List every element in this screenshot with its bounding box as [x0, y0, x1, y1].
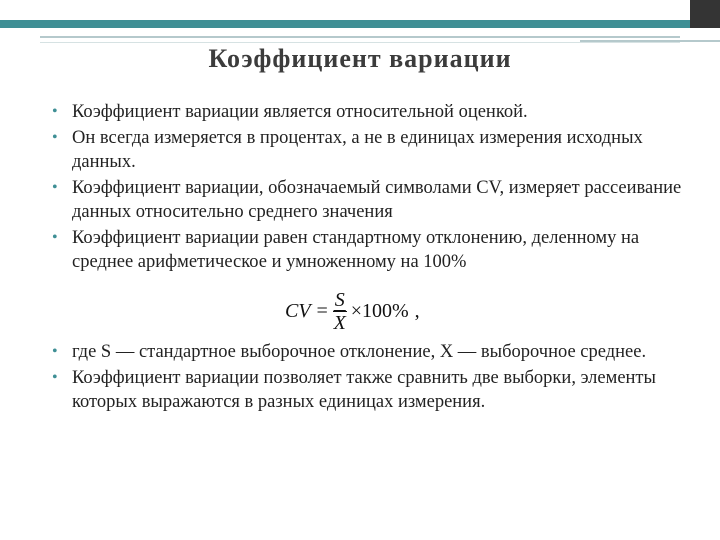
- bullet-item: [52, 340, 682, 364]
- bullet-item: [52, 100, 682, 124]
- slide-body-lower: [52, 340, 682, 416]
- bullet-icon: •: [52, 179, 58, 196]
- bullet-text: Коэффициент вариации является относительной оценкой.: [72, 102, 528, 122]
- bullet-item: [52, 226, 682, 274]
- formula-rhs: ×100%: [350, 299, 409, 322]
- formula-numerator: S: [334, 288, 345, 311]
- bullet-icon: •: [52, 369, 58, 386]
- bullet-text: где S — стандартное выборочное отклонение, X — выборочное среднее.: [72, 342, 647, 362]
- slide-body: [52, 100, 682, 276]
- bullet-text: Коэффициент вариации позволяет также сравнить две выборки, элементы которых выражаются в разных единицах измерения.: [72, 368, 656, 412]
- bullet-icon: •: [52, 129, 58, 146]
- header-corner: [690, 0, 720, 28]
- bullet-text: Коэффициент вариации равен стандартному отклонению, деленному на среднее арифметическое и умноженному на 100%: [72, 228, 640, 272]
- bullet-item: [52, 366, 682, 414]
- bullet-text: Он всегда измеряется в процентах, а не в единицах измерения исходных данных.: [72, 128, 643, 172]
- formula-tail: ,: [414, 299, 420, 322]
- formula-fraction: [333, 289, 347, 334]
- cv-formula: [285, 288, 420, 334]
- formula-lhs: CV =: [285, 299, 329, 322]
- title-rule-accent: [580, 40, 720, 42]
- bullet-icon: •: [52, 229, 58, 246]
- header-band: [0, 0, 720, 28]
- slide-title: Коэффициент вариации: [208, 44, 512, 73]
- bullet-icon: •: [52, 343, 58, 360]
- formula-denominator: X: [333, 311, 346, 334]
- bullet-icon: •: [52, 103, 58, 120]
- bullet-item: [52, 176, 682, 224]
- bullet-text: Коэффициент вариации, обозначаемый символами CV, измеряет рассеивание данных относительно среднего значения: [72, 178, 682, 222]
- bullet-item: [52, 126, 682, 174]
